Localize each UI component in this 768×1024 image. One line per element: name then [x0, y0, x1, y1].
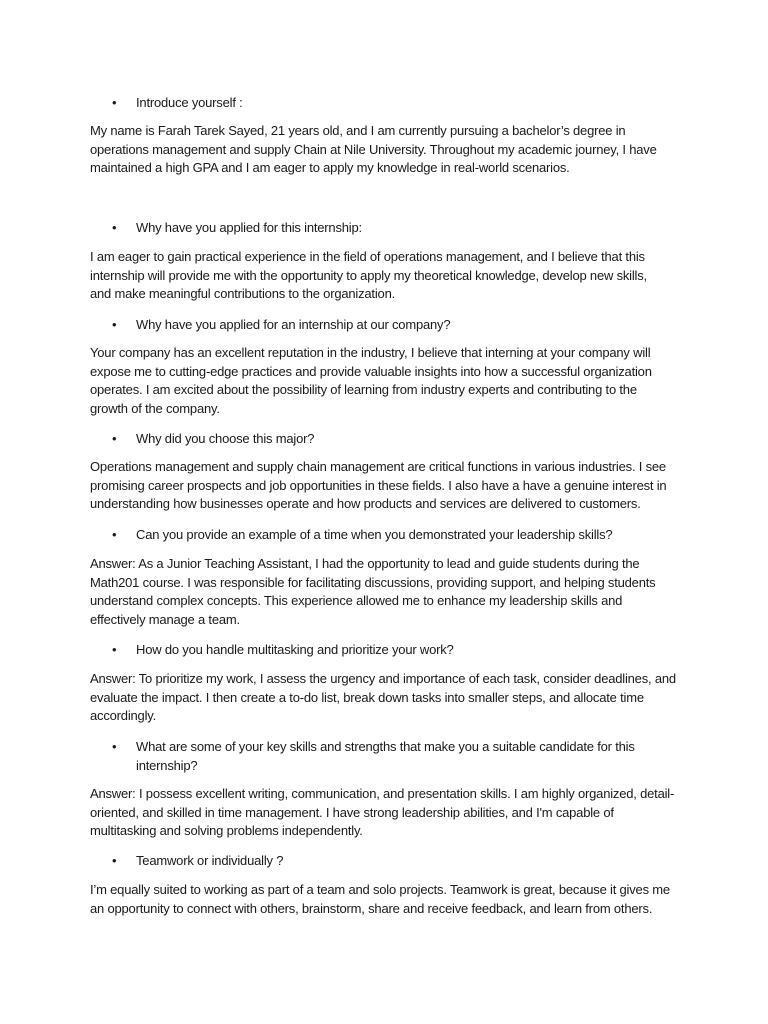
bullet-icon: •	[112, 317, 117, 332]
bullet-icon: •	[112, 642, 117, 657]
question-bullet	[112, 737, 656, 775]
question-bullet	[112, 315, 656, 334]
question-bullet	[112, 218, 656, 237]
answer-line: understand complex concepts. This experience allowed me to enhance my leadership skills and	[90, 593, 623, 609]
answer-line: Math201 course. I was responsible for facilitating discussions, providing support, and helping students	[90, 574, 656, 590]
answer-paragraph	[90, 122, 690, 178]
question-bullet	[112, 93, 656, 112]
question-text: What are some of your key skills and strengths that make you a suitable candidate for this internship?	[136, 739, 635, 773]
answer-line: I am eager to gain practical experience in the field of operations management, and I believe that this	[90, 249, 645, 264]
answer-line: accordingly.	[90, 708, 157, 724]
answer-line: operations management and supply Chain at Nile University. Throughout my academic journey, I have	[90, 141, 657, 157]
answer-line: Answer: As a Junior Teaching Assistant, I had the opportunity to lead and guide students during the	[90, 556, 640, 571]
bullet-icon: •	[112, 95, 117, 110]
answer-paragraph	[90, 670, 690, 726]
answer-line: multitasking and solving problems independently.	[90, 823, 363, 839]
answer-line: promising career prospects and job opportunities in these fields. I also have a have a genuine interest in	[90, 477, 667, 493]
answer-line: Your company has an excellent reputation in the industry, I believe that interning at your company will	[90, 345, 651, 360]
answer-line: operates. I am excited about the possibility of learning from industry experts and contributing to the	[90, 382, 637, 398]
answer-paragraph	[90, 458, 690, 514]
answer-line: understanding how businesses operate and how products and services are delivered to customers.	[90, 496, 641, 512]
answer-line: effectively manage a team.	[90, 612, 240, 628]
question-text: Teamwork or individually ?	[136, 853, 284, 868]
answer-line: Answer: To prioritize my work, I assess the urgency and importance of each task, consider deadlines, and	[90, 671, 676, 686]
question-bullet	[112, 429, 656, 448]
answer-line: and make meaningful contributions to the organization.	[90, 286, 396, 302]
answer-paragraph	[90, 785, 690, 841]
question-text: Why did you choose this major?	[136, 431, 315, 446]
answer-line: I’m equally suited to working as part of a team and solo projects. Teamwork is great, because it gives me	[90, 882, 670, 897]
question-bullet	[112, 640, 656, 659]
question-bullet	[112, 851, 656, 870]
question-text: Can you provide an example of a time when you demonstrated your leadership skills?	[136, 527, 613, 542]
bullet-icon: •	[112, 853, 117, 868]
answer-line: Answer: I possess excellent writing, communication, and presentation skills. I am highly organized, detail-	[90, 786, 675, 801]
question-text: Why have you applied for an internship at our company?	[136, 317, 451, 332]
question-text: Introduce yourself :	[136, 95, 243, 110]
answer-line: growth of the company.	[90, 401, 220, 417]
answer-paragraph	[90, 344, 690, 419]
answer-line: an opportunity to connect with others, brainstorm, share and receive feedback, and learn from others.	[90, 900, 653, 916]
bullet-icon: •	[112, 527, 117, 542]
answer-line: oriented, and skilled in time management. I have strong leadership abilities, and I'm capable of	[90, 804, 614, 820]
bullet-icon: •	[112, 431, 117, 446]
answer-paragraph	[90, 248, 690, 304]
answer-line: evaluate the impact. I then create a to-do list, break down tasks into smaller steps, and allocate time	[90, 689, 644, 705]
answer-line: My name is Farah Tarek Sayed, 21 years old, and I am currently pursuing a bachelor’s degree in	[90, 123, 626, 138]
answer-line: Operations management and supply chain management are critical functions in various industries. I see	[90, 459, 666, 474]
question-bullet	[112, 525, 656, 544]
answer-line: expose me to cutting-edge practices and provide valuable insights into how a successful organization	[90, 363, 652, 379]
question-text: How do you handle multitasking and prioritize your work?	[136, 642, 454, 657]
bullet-icon: •	[112, 220, 117, 235]
answer-line: internship will provide me with the opportunity to apply my theoretical knowledge, develop new skills,	[90, 267, 647, 283]
answer-line: maintained a high GPA and I am eager to apply my knowledge in real-world scenarios.	[90, 160, 570, 176]
answer-paragraph	[90, 881, 690, 918]
answer-paragraph	[90, 555, 690, 630]
question-text: Why have you applied for this internship:	[136, 220, 362, 235]
bullet-icon: •	[112, 739, 117, 754]
